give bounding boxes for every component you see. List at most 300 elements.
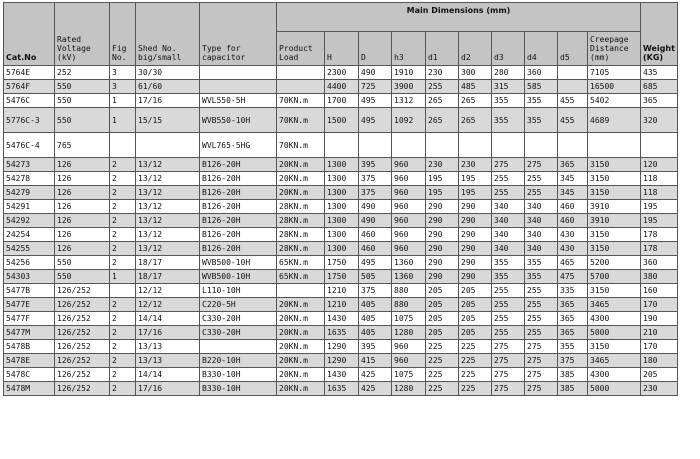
- cell-cat-no: 24254: [4, 228, 55, 242]
- cell-shed-no: 12/12: [136, 284, 200, 298]
- cell-d3: 340: [492, 200, 525, 214]
- cell-d4: 355: [525, 94, 558, 108]
- cell-h: 2300: [325, 66, 359, 80]
- cell-type-for-capacitor: B126-20H: [200, 200, 277, 214]
- cell-rated-voltage: 126/252: [55, 340, 110, 354]
- cell-d2: 225: [459, 382, 492, 396]
- cell-cat-no: 5478B: [4, 340, 55, 354]
- cell-cat-no: 5477M: [4, 326, 55, 340]
- cell-fig-no: 3: [110, 66, 136, 80]
- cell-d1: 230: [426, 158, 459, 172]
- cell-d3: 275: [492, 158, 525, 172]
- cell-creepage-distance: 3150: [588, 284, 641, 298]
- cell-type-for-capacitor: B330-10H: [200, 368, 277, 382]
- cell-d2: 205: [459, 326, 492, 340]
- cell-type-for-capacitor: B126-20H: [200, 172, 277, 186]
- cell-d: 495: [359, 94, 392, 108]
- cell-creepage-distance: 4300: [588, 312, 641, 326]
- cell-d1: 225: [426, 382, 459, 396]
- cell-weight: 170: [641, 298, 678, 312]
- header-product-load: Product Load: [277, 32, 325, 66]
- cell-shed-no: 13/12: [136, 228, 200, 242]
- cell-d5: 385: [558, 382, 588, 396]
- cell-d1: 290: [426, 270, 459, 284]
- cell-d1: 265: [426, 94, 459, 108]
- cell-rated-voltage: 550: [55, 270, 110, 284]
- cell-product-load: 20KN.m: [277, 158, 325, 172]
- cell-weight: 118: [641, 186, 678, 200]
- cell-d1: [426, 133, 459, 158]
- cell-d1: 205: [426, 312, 459, 326]
- cell-d5: [558, 80, 588, 94]
- cell-d1: 195: [426, 172, 459, 186]
- cell-fig-no: 2: [110, 256, 136, 270]
- cell-weight: 120: [641, 158, 678, 172]
- cell-cat-no: 5776C-3: [4, 108, 55, 133]
- cell-product-load: 20KN.m: [277, 172, 325, 186]
- cell-weight: 685: [641, 80, 678, 94]
- cell-product-load: 28KN.m: [277, 242, 325, 256]
- cell-shed-no: 13/12: [136, 200, 200, 214]
- cell-shed-no: 17/16: [136, 382, 200, 396]
- cell-d1: 290: [426, 214, 459, 228]
- cell-h3: 960: [392, 242, 426, 256]
- cell-fig-no: 2: [110, 382, 136, 396]
- cell-d4: 275: [525, 340, 558, 354]
- header-weight: Weight (KG): [641, 3, 678, 66]
- cell-d4: 255: [525, 186, 558, 200]
- cell-h3: 1280: [392, 326, 426, 340]
- cell-rated-voltage: 550: [55, 256, 110, 270]
- cell-d2: 290: [459, 228, 492, 242]
- header-cat-no: Cat.No: [4, 3, 55, 66]
- cell-d2: 290: [459, 200, 492, 214]
- cell-h3: 960: [392, 200, 426, 214]
- cell-creepage-distance: 3465: [588, 354, 641, 368]
- cell-rated-voltage: 126/252: [55, 354, 110, 368]
- cell-type-for-capacitor: WVB500-10H: [200, 270, 277, 284]
- cell-d: 395: [359, 158, 392, 172]
- cell-fig-no: [110, 284, 136, 298]
- cell-rated-voltage: 126: [55, 200, 110, 214]
- cell-h3: 1910: [392, 66, 426, 80]
- cell-creepage-distance: 7105: [588, 66, 641, 80]
- cell-cat-no: 54303: [4, 270, 55, 284]
- cell-d4: 255: [525, 172, 558, 186]
- cell-fig-no: [110, 133, 136, 158]
- cell-d2: 195: [459, 186, 492, 200]
- cell-shed-no: 13/12: [136, 158, 200, 172]
- cell-rated-voltage: 126: [55, 228, 110, 242]
- cell-d3: 275: [492, 368, 525, 382]
- cell-rated-voltage: 126/252: [55, 312, 110, 326]
- cell-d2: 290: [459, 270, 492, 284]
- cell-shed-no: 15/15: [136, 108, 200, 133]
- cell-rated-voltage: 126: [55, 158, 110, 172]
- cell-creepage-distance: 3910: [588, 200, 641, 214]
- cell-weight: 230: [641, 382, 678, 396]
- cell-h3: 1075: [392, 312, 426, 326]
- cell-rated-voltage: 126: [55, 242, 110, 256]
- cell-d1: 255: [426, 80, 459, 94]
- cell-d: 375: [359, 284, 392, 298]
- cell-h3: 880: [392, 298, 426, 312]
- cell-h3: 960: [392, 214, 426, 228]
- cell-weight: 435: [641, 66, 678, 80]
- cell-d1: 205: [426, 298, 459, 312]
- cell-rated-voltage: 126/252: [55, 298, 110, 312]
- cell-h: 1300: [325, 158, 359, 172]
- cell-fig-no: 2: [110, 186, 136, 200]
- cell-cat-no: 54292: [4, 214, 55, 228]
- cell-d4: 255: [525, 298, 558, 312]
- cell-d1: 205: [426, 326, 459, 340]
- table-row: [4, 354, 678, 368]
- table-row: [4, 214, 678, 228]
- cell-fig-no: 3: [110, 80, 136, 94]
- cell-weight: 190: [641, 312, 678, 326]
- cell-d1: 225: [426, 354, 459, 368]
- cell-d3: 340: [492, 242, 525, 256]
- cell-creepage-distance: 16500: [588, 80, 641, 94]
- cell-d3: 340: [492, 214, 525, 228]
- cell-h3: 960: [392, 158, 426, 172]
- cell-cat-no: 54255: [4, 242, 55, 256]
- cell-d3: 355: [492, 256, 525, 270]
- cell-shed-no: 61/60: [136, 80, 200, 94]
- cell-d: 490: [359, 200, 392, 214]
- header-d5: d5: [558, 32, 588, 66]
- cell-type-for-capacitor: B126-20H: [200, 158, 277, 172]
- cell-d4: 275: [525, 382, 558, 396]
- cell-cat-no: 54273: [4, 158, 55, 172]
- header-d: D: [359, 32, 392, 66]
- cell-cat-no: 54291: [4, 200, 55, 214]
- table-row: [4, 172, 678, 186]
- cell-rated-voltage: 126/252: [55, 368, 110, 382]
- cell-product-load: 20KN.m: [277, 298, 325, 312]
- cell-d: 405: [359, 312, 392, 326]
- cell-creepage-distance: 3150: [588, 340, 641, 354]
- table-row: [4, 284, 678, 298]
- cell-h: 1635: [325, 382, 359, 396]
- cell-d3: 275: [492, 382, 525, 396]
- cell-rated-voltage: 126/252: [55, 284, 110, 298]
- cell-h3: 1312: [392, 94, 426, 108]
- cell-cat-no: 5478M: [4, 382, 55, 396]
- cell-d: 395: [359, 340, 392, 354]
- cell-cat-no: 54278: [4, 172, 55, 186]
- table-row: [4, 133, 678, 158]
- cell-cat-no: 54256: [4, 256, 55, 270]
- cell-shed-no: [136, 133, 200, 158]
- table-row: [4, 312, 678, 326]
- cell-fig-no: 1: [110, 270, 136, 284]
- cell-d1: 195: [426, 186, 459, 200]
- cell-creepage-distance: 5000: [588, 326, 641, 340]
- cell-cat-no: 54279: [4, 186, 55, 200]
- cell-d4: [525, 133, 558, 158]
- cell-d5: 475: [558, 270, 588, 284]
- cell-weight: 210: [641, 326, 678, 340]
- cell-d1: 265: [426, 108, 459, 133]
- cell-d2: 205: [459, 298, 492, 312]
- cell-weight: 365: [641, 94, 678, 108]
- cell-weight: 170: [641, 340, 678, 354]
- cell-h: 1300: [325, 172, 359, 186]
- cell-h3: 1360: [392, 270, 426, 284]
- cell-d5: 430: [558, 228, 588, 242]
- cell-d2: 265: [459, 108, 492, 133]
- cell-d4: 255: [525, 326, 558, 340]
- cell-creepage-distance: 3910: [588, 214, 641, 228]
- cell-d5: 365: [558, 158, 588, 172]
- cell-d: 490: [359, 214, 392, 228]
- cell-product-load: [277, 284, 325, 298]
- cell-h3: 960: [392, 172, 426, 186]
- cell-product-load: 70KN.m: [277, 94, 325, 108]
- header-rated-voltage: Rated Voltage (kV): [55, 3, 110, 66]
- cell-product-load: 70KN.m: [277, 133, 325, 158]
- cell-d3: 315: [492, 80, 525, 94]
- cell-d: 505: [359, 270, 392, 284]
- cell-d1: 290: [426, 242, 459, 256]
- header-d4: d4: [525, 32, 558, 66]
- cell-d3: 275: [492, 354, 525, 368]
- cell-weight: 178: [641, 242, 678, 256]
- table-row: [4, 326, 678, 340]
- table-row: [4, 242, 678, 256]
- cell-fig-no: 2: [110, 158, 136, 172]
- cell-d5: 345: [558, 172, 588, 186]
- cell-fig-no: 2: [110, 298, 136, 312]
- cell-shed-no: 13/12: [136, 214, 200, 228]
- cell-fig-no: 2: [110, 368, 136, 382]
- cell-creepage-distance: 3150: [588, 158, 641, 172]
- cell-type-for-capacitor: C330-20H: [200, 326, 277, 340]
- cell-fig-no: 2: [110, 172, 136, 186]
- cell-creepage-distance: 3150: [588, 172, 641, 186]
- spec-table-container: [3, 2, 678, 396]
- cell-h: 1430: [325, 368, 359, 382]
- cell-rated-voltage: 126: [55, 214, 110, 228]
- cell-d3: 355: [492, 270, 525, 284]
- cell-creepage-distance: 5402: [588, 94, 641, 108]
- table-row: [4, 66, 678, 80]
- cell-d: 490: [359, 66, 392, 80]
- cell-type-for-capacitor: B126-20H: [200, 186, 277, 200]
- cell-product-load: 20KN.m: [277, 382, 325, 396]
- cell-h3: 1075: [392, 368, 426, 382]
- cell-weight: 160: [641, 284, 678, 298]
- cell-creepage-distance: 3150: [588, 242, 641, 256]
- cell-d4: 275: [525, 158, 558, 172]
- cell-d4: 255: [525, 312, 558, 326]
- cell-d3: 355: [492, 108, 525, 133]
- cell-d5: 455: [558, 94, 588, 108]
- cell-d4: 355: [525, 256, 558, 270]
- cell-d1: 290: [426, 256, 459, 270]
- cell-h3: 1092: [392, 108, 426, 133]
- cell-d5: 460: [558, 214, 588, 228]
- cell-type-for-capacitor: B220-10H: [200, 354, 277, 368]
- cell-shed-no: 12/12: [136, 298, 200, 312]
- cell-rated-voltage: 550: [55, 80, 110, 94]
- cell-cat-no: 5477F: [4, 312, 55, 326]
- cell-d: 405: [359, 298, 392, 312]
- cell-rated-voltage: 126/252: [55, 382, 110, 396]
- cell-h: 1290: [325, 340, 359, 354]
- cell-h: 1750: [325, 256, 359, 270]
- cell-product-load: 65KN.m: [277, 256, 325, 270]
- cell-cat-no: 5764F: [4, 80, 55, 94]
- cell-type-for-capacitor: C220-5H: [200, 298, 277, 312]
- cell-shed-no: 13/12: [136, 172, 200, 186]
- cell-shed-no: 30/30: [136, 66, 200, 80]
- cell-d3: 255: [492, 172, 525, 186]
- cell-cat-no: 5764E: [4, 66, 55, 80]
- cell-shed-no: 18/17: [136, 256, 200, 270]
- cell-type-for-capacitor: L110-10H: [200, 284, 277, 298]
- cell-type-for-capacitor: [200, 340, 277, 354]
- cell-shed-no: 13/12: [136, 186, 200, 200]
- cell-d: 425: [359, 368, 392, 382]
- table-body: [4, 66, 678, 396]
- table-row: [4, 298, 678, 312]
- cell-rated-voltage: 550: [55, 94, 110, 108]
- cell-creepage-distance: [588, 133, 641, 158]
- cell-d4: 355: [525, 108, 558, 133]
- cell-d: 375: [359, 186, 392, 200]
- cell-cat-no: 5477E: [4, 298, 55, 312]
- cell-d: 725: [359, 80, 392, 94]
- header-creepage-distance: Creepage Distance (mm): [588, 32, 641, 66]
- cell-d4: 275: [525, 354, 558, 368]
- header-main-dimensions: Main Dimensions (mm): [277, 3, 641, 32]
- cell-product-load: 20KN.m: [277, 354, 325, 368]
- cell-product-load: 20KN.m: [277, 340, 325, 354]
- cell-creepage-distance: 5700: [588, 270, 641, 284]
- cell-h: [325, 133, 359, 158]
- cell-d2: 485: [459, 80, 492, 94]
- cell-d4: 355: [525, 270, 558, 284]
- table-row: [4, 80, 678, 94]
- header-d2: d2: [459, 32, 492, 66]
- cell-d2: [459, 133, 492, 158]
- cell-d2: 225: [459, 354, 492, 368]
- cell-d: 405: [359, 326, 392, 340]
- cell-d4: 340: [525, 228, 558, 242]
- cell-h3: 960: [392, 186, 426, 200]
- cell-h3: 960: [392, 340, 426, 354]
- cell-weight: [641, 133, 678, 158]
- table-row: [4, 340, 678, 354]
- cell-d3: [492, 133, 525, 158]
- cell-shed-no: 13/13: [136, 354, 200, 368]
- cell-weight: 180: [641, 354, 678, 368]
- cell-h3: 960: [392, 228, 426, 242]
- cell-d5: 385: [558, 368, 588, 382]
- cell-d3: 255: [492, 298, 525, 312]
- cell-type-for-capacitor: WVL765-5HG: [200, 133, 277, 158]
- cell-h3: 880: [392, 284, 426, 298]
- cell-h: 1635: [325, 326, 359, 340]
- cell-h: 1500: [325, 108, 359, 133]
- cell-h3: 960: [392, 354, 426, 368]
- cell-d2: 195: [459, 172, 492, 186]
- cell-d: 375: [359, 172, 392, 186]
- cell-product-load: 28KN.m: [277, 214, 325, 228]
- cell-weight: 195: [641, 214, 678, 228]
- cell-rated-voltage: 126: [55, 172, 110, 186]
- cell-rated-voltage: 126: [55, 186, 110, 200]
- cell-weight: 205: [641, 368, 678, 382]
- cell-type-for-capacitor: B126-20H: [200, 214, 277, 228]
- cell-h: 1300: [325, 242, 359, 256]
- cell-d: 460: [359, 242, 392, 256]
- cell-d4: 360: [525, 66, 558, 80]
- cell-d1: 225: [426, 340, 459, 354]
- cell-product-load: [277, 66, 325, 80]
- cell-h: 1300: [325, 186, 359, 200]
- cell-h: 1430: [325, 312, 359, 326]
- cell-type-for-capacitor: B126-20H: [200, 242, 277, 256]
- cell-product-load: 20KN.m: [277, 368, 325, 382]
- cell-d2: 290: [459, 242, 492, 256]
- cell-d5: 345: [558, 186, 588, 200]
- cell-type-for-capacitor: C330-20H: [200, 312, 277, 326]
- cell-d3: 340: [492, 228, 525, 242]
- cell-d3: 255: [492, 326, 525, 340]
- cell-product-load: 65KN.m: [277, 270, 325, 284]
- cell-shed-no: 17/16: [136, 326, 200, 340]
- cell-weight: 360: [641, 256, 678, 270]
- cell-d2: 290: [459, 214, 492, 228]
- cell-fig-no: 2: [110, 242, 136, 256]
- cell-weight: 320: [641, 108, 678, 133]
- cell-h: 1290: [325, 354, 359, 368]
- cell-product-load: 28KN.m: [277, 200, 325, 214]
- cell-weight: 380: [641, 270, 678, 284]
- cell-shed-no: 14/14: [136, 312, 200, 326]
- cell-d5: 460: [558, 200, 588, 214]
- cell-d1: 290: [426, 200, 459, 214]
- cell-h: 1750: [325, 270, 359, 284]
- cell-d5: 375: [558, 354, 588, 368]
- cell-d3: 255: [492, 284, 525, 298]
- cell-d2: 265: [459, 94, 492, 108]
- cell-product-load: 20KN.m: [277, 326, 325, 340]
- cell-h3: 1360: [392, 256, 426, 270]
- table-row: [4, 228, 678, 242]
- cell-h: 1210: [325, 298, 359, 312]
- cell-d4: 275: [525, 368, 558, 382]
- cell-fig-no: 2: [110, 340, 136, 354]
- cell-rated-voltage: 550: [55, 108, 110, 133]
- cell-d4: 340: [525, 242, 558, 256]
- cell-d4: 255: [525, 284, 558, 298]
- cell-fig-no: 1: [110, 94, 136, 108]
- table-row: [4, 108, 678, 133]
- header-type-for-capacitor: Type for capacitor: [200, 3, 277, 66]
- cell-type-for-capacitor: WVB550-10H: [200, 108, 277, 133]
- table-row: [4, 200, 678, 214]
- cell-product-load: 20KN.m: [277, 312, 325, 326]
- cell-h: 1300: [325, 214, 359, 228]
- cell-d3: 255: [492, 312, 525, 326]
- cell-type-for-capacitor: B126-20H: [200, 228, 277, 242]
- cell-fig-no: 2: [110, 326, 136, 340]
